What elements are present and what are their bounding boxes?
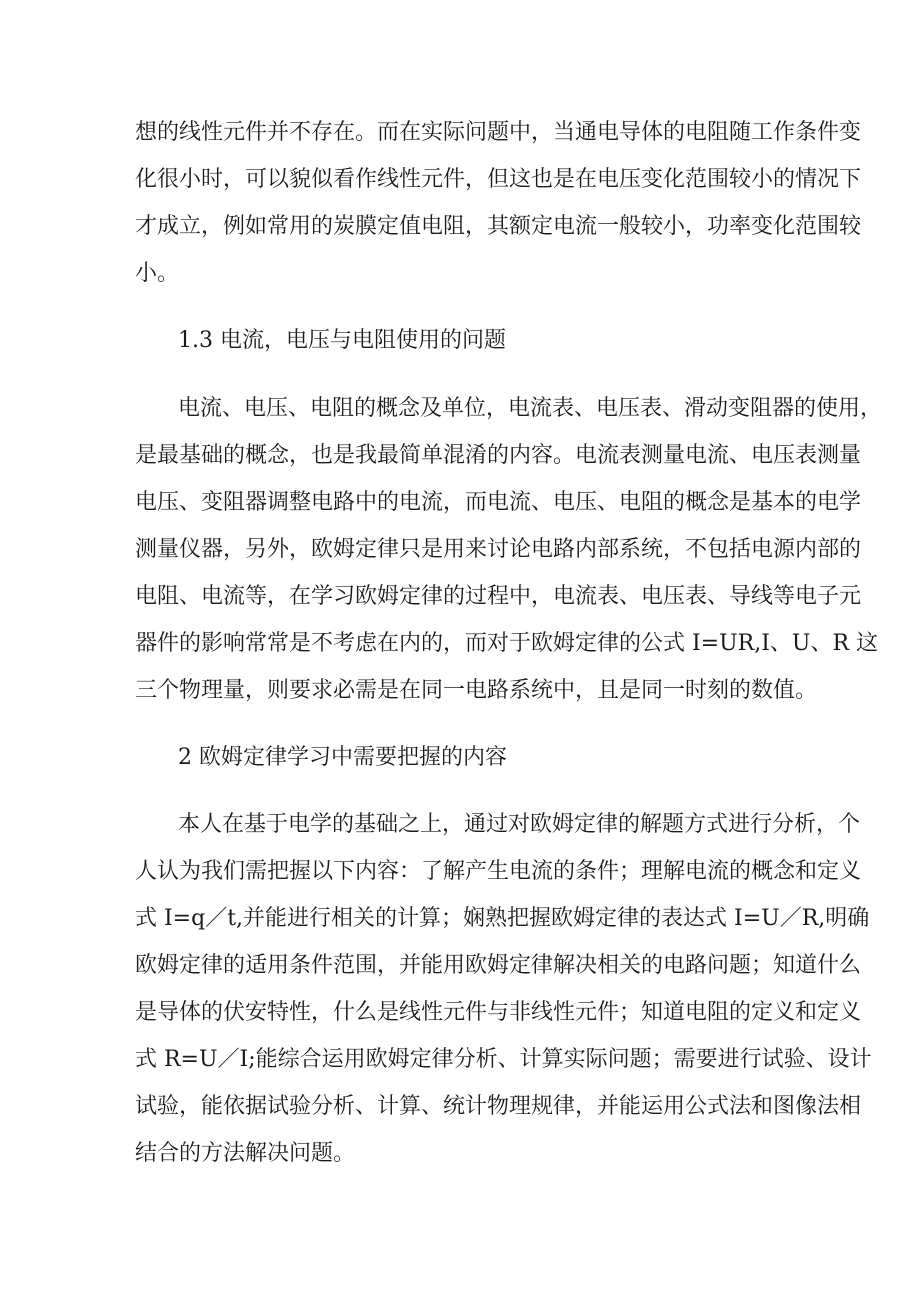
paragraph-line: 欧姆定律的适用条件范围，并能用欧姆定律解决相关的电路问题；知道什么 (135, 953, 862, 978)
paragraph-line: 电流、电压、电阻的概念及单位，电流表、电压表、滑动变阻器的使用， (178, 396, 883, 421)
paragraph-line: 是导体的伏安特性，什么是线性元件与非线性元件；知道电阻的定义和定义 (135, 1000, 862, 1025)
paragraph-line: 测量仪器，另外，欧姆定律只是用来讨论电路内部系统，不包括电源内部的 (135, 537, 862, 562)
paragraph-line: 是最基础的概念，也是我最简单混淆的内容。电流表测量电流、电压表测量 (135, 443, 862, 468)
paragraph-line: 三个物理量，则要求必需是在同一电路系统中，且是同一时刻的数值。 (135, 678, 818, 703)
paragraph-line: 式 R=U／I;能综合运用欧姆定律分析、计算实际问题；需要进行试验、设计 (135, 1047, 872, 1072)
paragraph-line: 小。 (135, 261, 180, 286)
paragraph-line: 本人在基于电学的基础之上，通过对欧姆定律的解题方式进行分析，个 (178, 812, 861, 837)
paragraph-line: 电压、变阻器调整电路中的电流，而电流、电压、电阻的概念是基本的电学 (135, 490, 862, 515)
section-heading: 2 欧姆定律学习中需要把握的内容 (178, 745, 507, 770)
paragraph-line: 化很小时，可以貌似看作线性元件，但这也是在电压变化范围较小的情况下 (135, 167, 862, 192)
paragraph-line: 才成立，例如常用的炭膜定值电阻，其额定电流一般较小，功率变化范围较 (135, 214, 862, 239)
paragraph-line: 器件的影响常常是不考虑在内的，而对于欧姆定律的公式 I=UR,I、U、R 这 (135, 631, 879, 656)
paragraph-line: 试验，能依据试验分析、计算、统计物理规律，并能运用公式法和图像法相 (135, 1094, 862, 1119)
paragraph-line: 式 I=q／t,并能进行相关的计算；娴熟把握欧姆定律的表达式 I=U／R,明确 (135, 906, 870, 931)
paragraph-line: 想的线性元件并不存在。而在实际问题中，当通电导体的电阻随工作条件变 (135, 120, 862, 145)
paragraph-line: 结合的方法解决问题。 (135, 1141, 356, 1166)
paragraph-line: 人认为我们需把握以下内容：了解产生电流的条件；理解电流的概念和定义 (135, 859, 862, 884)
section-heading: 1.3 电流，电压与电阻使用的问题 (178, 328, 506, 353)
paragraph-line: 电阻、电流等，在学习欧姆定律的过程中，电流表、电压表、导线等电子元 (135, 584, 862, 609)
